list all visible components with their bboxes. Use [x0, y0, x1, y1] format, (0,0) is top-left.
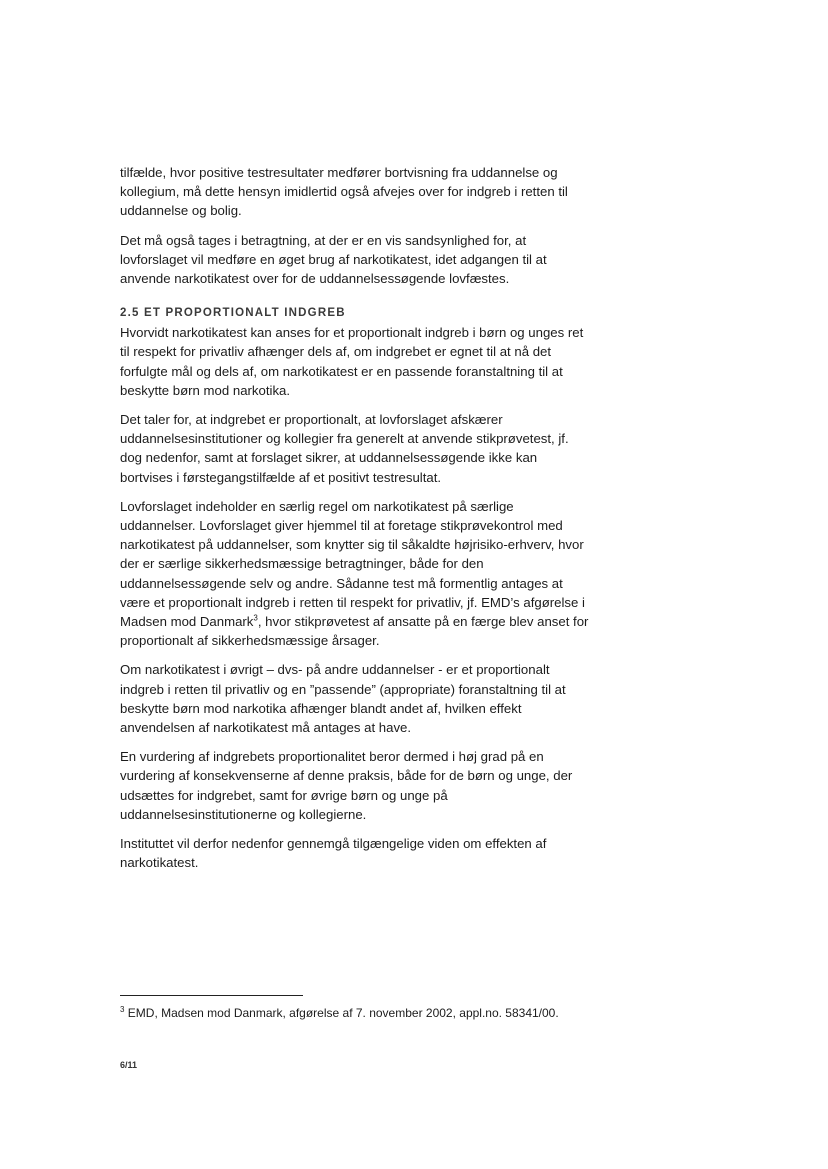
page-number: 6/11: [120, 1060, 138, 1070]
section-heading: 2.5 ET PROPORTIONALT INDGREB: [120, 307, 346, 320]
paragraph-3: Hvorvidt narkotikatest kan anses for et proportionalt indgreb i børn og unges ret til respekt for privatliv afhænger dels af, om indgrebet er egnet til at nå det forfulgte mål og dels af, om narkotikatest er en passende foranstaltning til at beskytte børn mod narkotika.: [120, 325, 584, 398]
paragraph-5-text-end: , hvor stikprøvetest af ansatte på en færge blev anset for proportionalt af sikkerhedsmæssige årsager.: [120, 614, 589, 649]
paragraph-4: Det taler for, at indgrebet er proportionalt, at lovforslaget afskærer uddannelsesinstitutioner og kollegier fra generelt at anvende stikprøvetest, jf. dog nedenfor, samt at forslaget sikrer, at uddannelsessøgende ikke kan bortvises i førstegangstilfælde af et positivt testresultat.: [120, 412, 569, 485]
paragraph-7: En vurdering af indgrebets proportionalitet beror dermed i høj grad på en vurdering af konsekvenserne af denne praksis, både for de børn og unge, der udsættes for indgrebet, samt for øvrige børn og unge på uddannelsesinstitutionerne og kollegierne.: [120, 749, 573, 822]
paragraph-2: Det må også tages i betragtning, at der er en vis sandsynlighed for, at lovforslaget vil medføre en øget brug af narkotikatest, idet adgangen til at anvende narkotikatest over for de uddannelsessøgende lovfæstes.: [120, 232, 547, 287]
footnote-reference: 3: [253, 613, 258, 623]
paragraph-5: [120, 497, 590, 651]
footnote-marker: 3: [120, 1005, 125, 1014]
footnote-text: EMD, Madsen mod Danmark, afgørelse af 7. november 2002, appl.no. 58341/00.: [124, 1006, 559, 1020]
footnote: [120, 1004, 590, 1022]
footnote-divider: [120, 995, 303, 996]
paragraph-5-text-start: Lovforslaget indeholder en særlig regel om narkotikatest på særlige uddannelser. Lovforslaget giver hjemmel til at foretage stikprøvekontrol med narkotikatest på uddannelser, som knytter sig til såkaldte højrisiko-erhverv, hvor der er særlige sikkerhedsmæssige betragtninger, både for den uddannelsessøgende selv og andre. Sådanne test må formentlig antages at være et proportionalt indgreb i retten til respekt for privatliv, jf. EMD’s afgørelse i Madsen mod Danmark: [120, 498, 585, 630]
paragraph-6: Om narkotikatest i øvrigt – dvs- på andre uddannelser - er et proportionalt indgreb i retten til privatliv og en ”passende” (appropriate) foranstaltning til at beskytte børn mod narkotika afhænger blandt andet af, hvilken effekt anvendelsen af narkotikatest må antages at have.: [120, 662, 566, 736]
paragraph-1: tilfælde, hvor positive testresultater medfører bortvisning fra uddannelse og kollegium, må dette hensyn imidlertid også afvejes over for indgreb i retten til uddannelse og bolig.: [120, 165, 568, 219]
document-body: [120, 163, 590, 883]
paragraph-8: Instituttet vil derfor nedenfor gennemgå tilgængelige viden om effekten af narkotikatest.: [120, 836, 547, 871]
